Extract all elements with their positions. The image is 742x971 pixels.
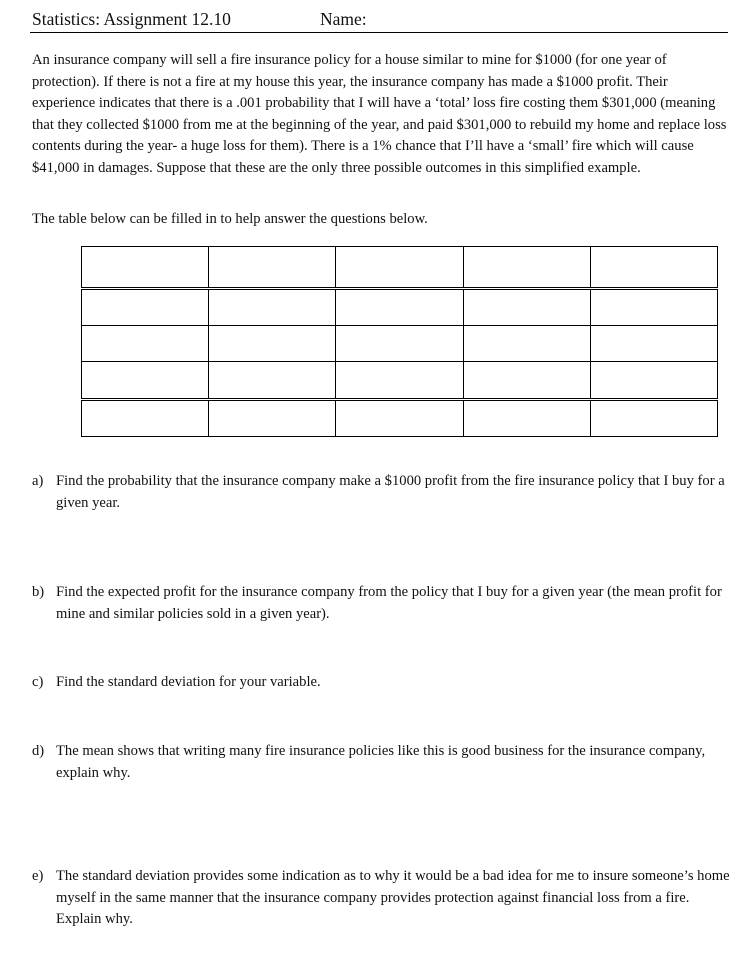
- question-text: Find the standard deviation for your variable.: [56, 674, 321, 690]
- table-cell[interactable]: [209, 325, 336, 361]
- question-label: e): [32, 868, 44, 884]
- table-cell[interactable]: [463, 247, 590, 289]
- table-row: [82, 247, 718, 289]
- table-cell[interactable]: [209, 247, 336, 289]
- name-label: Name:: [320, 9, 367, 29]
- table-cell[interactable]: [590, 247, 717, 289]
- table-cell[interactable]: [336, 399, 463, 436]
- table-cell[interactable]: [209, 399, 336, 436]
- question-text: Find the expected profit for the insurance company from the policy that I buy for a given year (the mean profit for mine and similar policies sold in a given year).: [56, 584, 722, 622]
- table-cell[interactable]: [463, 399, 590, 436]
- question-a: [32, 471, 732, 514]
- question-label: d): [32, 743, 45, 759]
- question-d: [32, 741, 732, 784]
- answer-table: [81, 246, 718, 437]
- table-cell[interactable]: [336, 362, 463, 399]
- table-row: [82, 325, 718, 361]
- table-cell[interactable]: [463, 288, 590, 325]
- question-c: [32, 672, 732, 694]
- table-cell[interactable]: [209, 362, 336, 399]
- table-row: [82, 362, 718, 399]
- table-cell[interactable]: [463, 362, 590, 399]
- table-cell[interactable]: [590, 288, 717, 325]
- table-cell[interactable]: [82, 325, 209, 361]
- question-text: The standard deviation provides some indication as to why it would be a bad idea for me to insure someone’s home myself in the same manner that the insurance company provides protection against financial loss from a fire. Explain why.: [56, 868, 730, 927]
- table-cell[interactable]: [336, 247, 463, 289]
- question-e: [32, 866, 732, 931]
- table-cell[interactable]: [82, 362, 209, 399]
- table-cell[interactable]: [336, 288, 463, 325]
- table-note: The table below can be filled in to help answer the questions below.: [32, 211, 428, 227]
- assignment-title: Statistics: Assignment 12.10: [32, 9, 231, 29]
- problem-intro: An insurance company will sell a fire insurance policy for a house similar to mine for $1000 (for one year of protection). If there is not a fire at my house this year, the insurance company has made a $1000 profit. Their experience indicates that there is a .001 probability that I will have a ‘total’ loss fire costing them $301,000 (meaning that they collected $1000 from me at the beginning of the year, and paid $301,000 to rebuild my home and replace loss contents during the year- a huge loss for them). There is a 1% chance that I’ll have a ‘small’ fire which will cause $41,000 in damages. Suppose that these are the only three possible outcomes in this simplified example.: [32, 52, 727, 176]
- table-cell[interactable]: [82, 399, 209, 436]
- page-header: [30, 8, 728, 33]
- question-b: [32, 582, 732, 625]
- table-cell[interactable]: [209, 288, 336, 325]
- table-cell[interactable]: [590, 399, 717, 436]
- question-text: Find the probability that the insurance company make a $1000 profit from the fire insurance policy that I buy for a given year.: [56, 473, 725, 511]
- question-label: c): [32, 674, 44, 690]
- table-cell[interactable]: [82, 247, 209, 289]
- question-text: The mean shows that writing many fire insurance policies like this is good business for the insurance company, explain why.: [56, 743, 706, 781]
- table-cell[interactable]: [590, 362, 717, 399]
- question-label: b): [32, 584, 45, 600]
- table-cell[interactable]: [82, 288, 209, 325]
- table-cell[interactable]: [590, 325, 717, 361]
- question-label: a): [32, 473, 44, 489]
- table-cell[interactable]: [463, 325, 590, 361]
- table-row: [82, 288, 718, 325]
- table-cell[interactable]: [336, 325, 463, 361]
- table-row: [82, 399, 718, 436]
